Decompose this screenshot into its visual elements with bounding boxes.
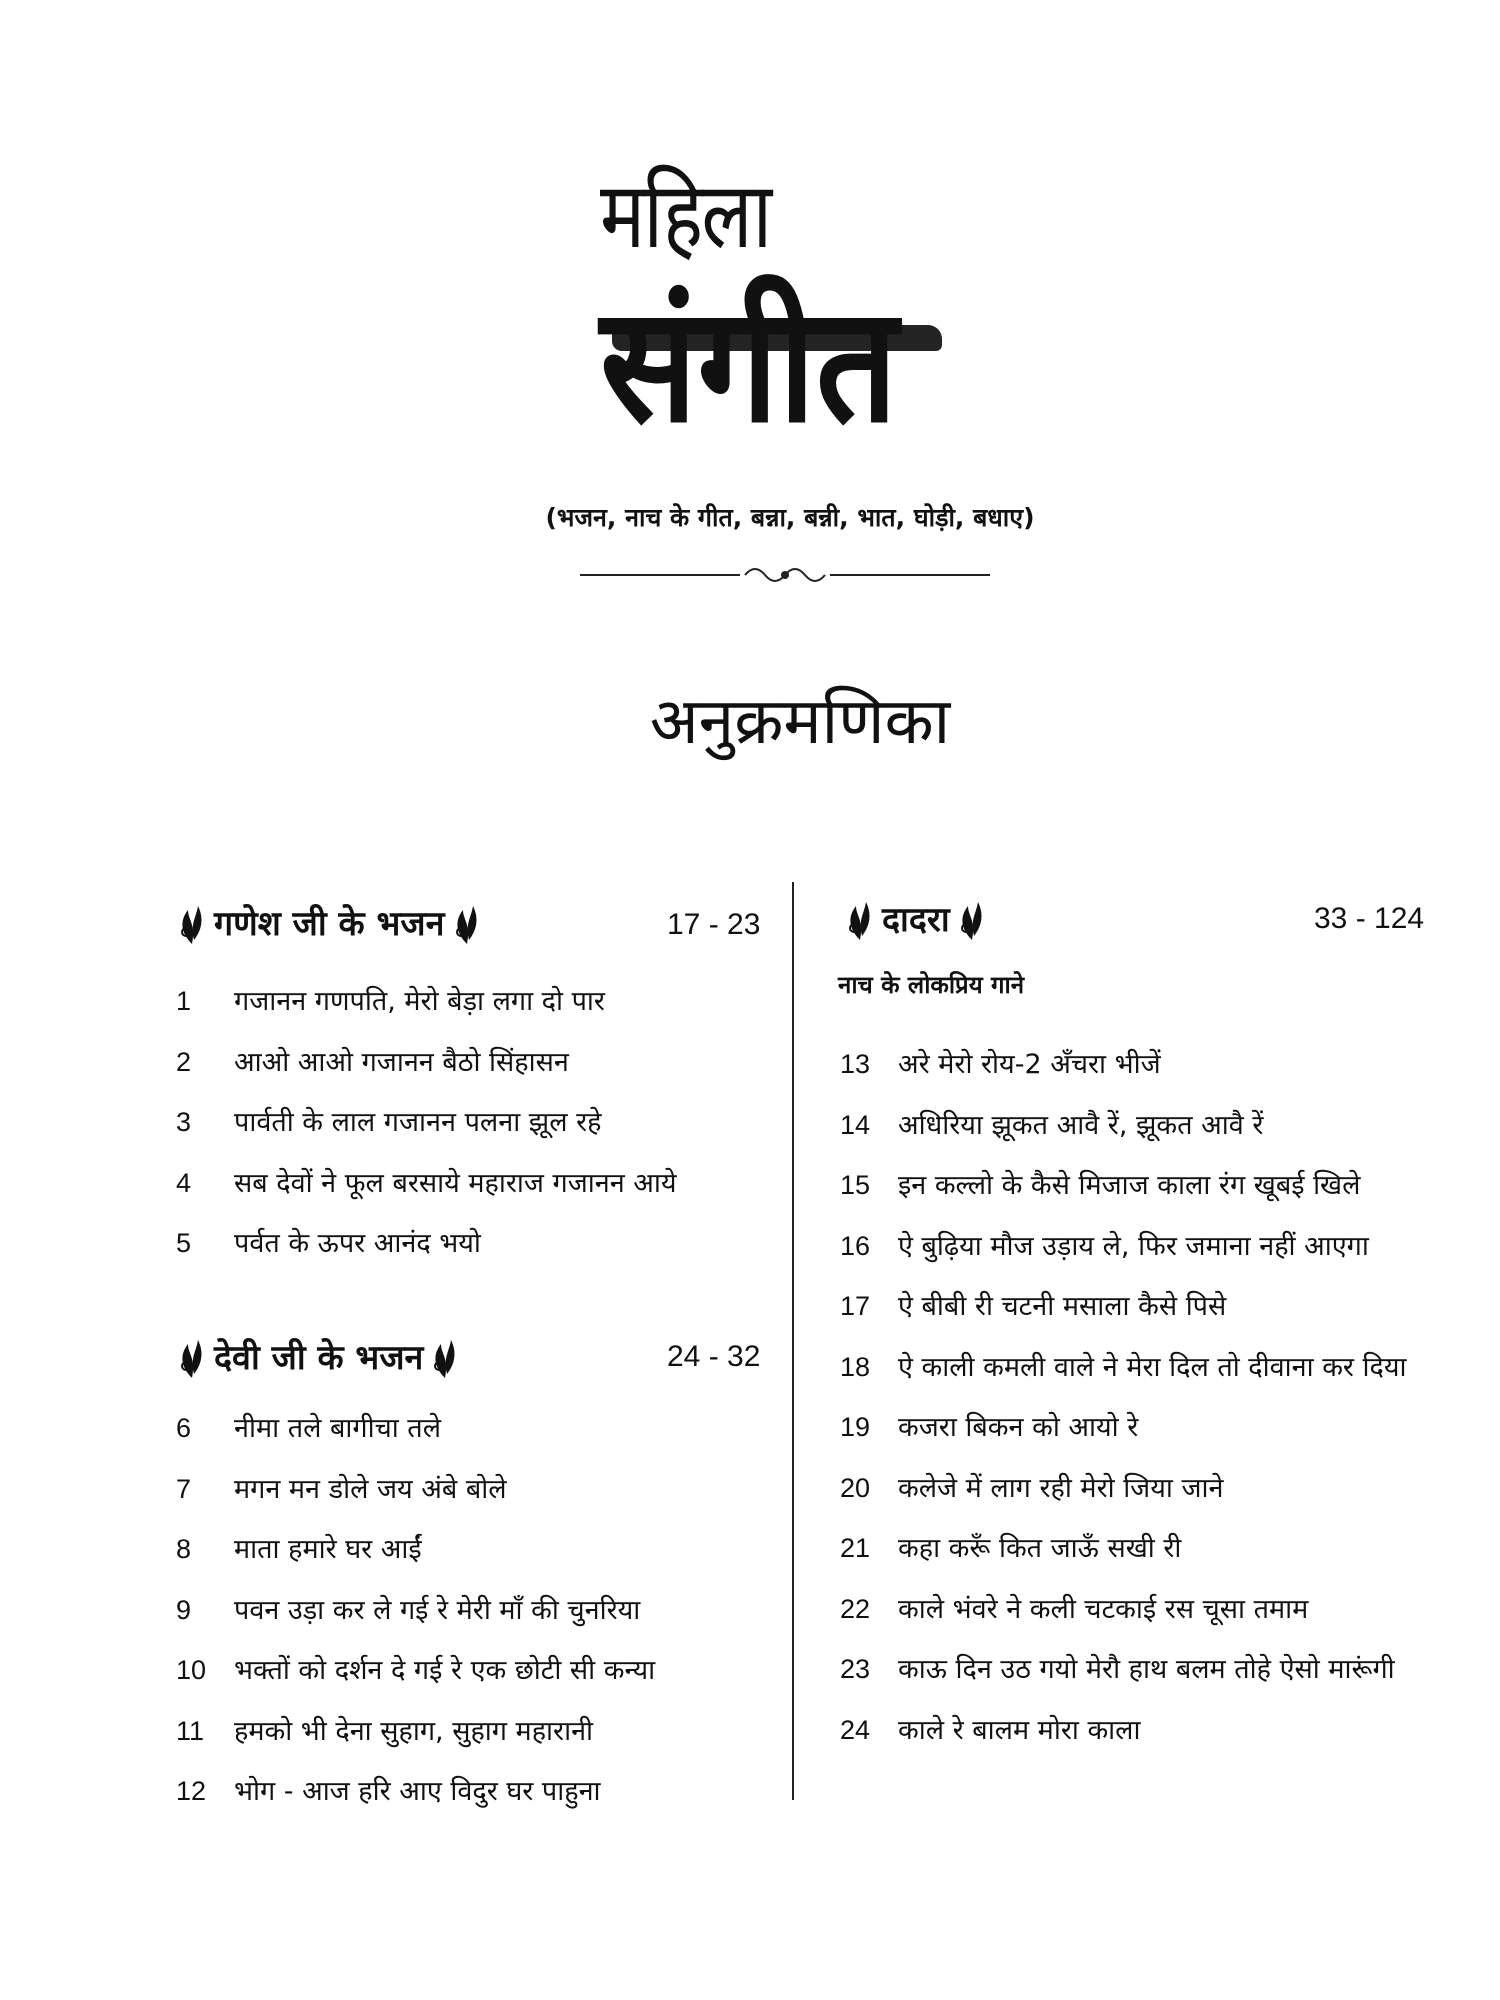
entry-title: अरे मेरो रोय-2 अँचरा भीजें [898,1049,1161,1080]
entry-number: 24 [840,1714,871,1745]
toc-entry [840,1109,1263,1142]
entry-title: कहा करूँ कित जाऊँ सखी री [898,1533,1182,1564]
entry-number: 23 [840,1654,871,1684]
page-range: 17 - 23 [667,908,761,941]
toc-entry [840,1290,1226,1323]
section-heading-devi [170,1336,467,1380]
leaf-ornament-icon [176,902,208,946]
page-range: 33 - 124 [1314,902,1425,935]
toc-entry [840,1653,1395,1686]
entry-title: नीमा तले बागीचा तले [234,1413,441,1444]
entry-title: ऐ काली कमली वाले ने मेरा दिल तो दीवाना कर दिया [898,1351,1407,1383]
entry-title: काले रे बालम मोरा काला [898,1714,1141,1746]
entry-number: 16 [840,1230,871,1261]
section-tagline: नाच के लोकप्रिय गाने [838,971,1025,999]
entry-number: 17 [840,1291,871,1321]
section-heading-dadra [838,898,994,942]
entry-title: हमको भी देना सुहाग, सुहाग महारानी [234,1715,594,1747]
entry-title: मगन मन डोले जय अंबे बोले [234,1473,507,1505]
leaf-ornament-icon [176,1336,208,1380]
toc-entry [176,1227,481,1260]
toc-entry [176,1594,640,1627]
entry-title: अधिरिया झूकत आवै रें, झूकत आवै रें [898,1109,1264,1141]
leaf-ornament-icon [451,902,483,946]
entry-number: 6 [176,1413,192,1443]
toc-entry [840,1169,1360,1202]
toc-entry [840,1048,1161,1081]
entry-title: काऊ दिन उठ गयो मेरौ हाथ बलम तोहे ऐसो मारूंगी [898,1654,1395,1685]
entry-title: भोग - आज हरि आए विदुर घर पाहुना [234,1776,601,1807]
leaf-ornament-icon [429,1336,461,1380]
entry-number: 11 [176,1715,205,1746]
toc-title: अनुक्रमणिका [649,685,951,759]
entry-title: पर्वत के ऊपर आनंद भयो [234,1228,481,1259]
entry-number: 18 [840,1351,871,1382]
toc-entry [840,1351,1407,1384]
toc-entry [840,1472,1223,1505]
toc-entry [176,1046,569,1079]
entry-title: माता हमारे घर आईं [234,1534,422,1565]
entry-number: 7 [176,1473,192,1504]
entry-number: 10 [176,1655,207,1685]
entry-number: 14 [840,1109,871,1140]
ornamental-divider [580,560,990,590]
entry-title: पवन उड़ा कर ले गई रे मेरी माँ की चुनरिया [234,1594,641,1626]
entry-number: 12 [176,1776,207,1806]
toc-entry [840,1411,1138,1444]
entry-title: काले भंवरे ने कली चटकाई रस चूसा तमाम [898,1593,1309,1625]
entry-title: गजानन गणपति, मेरो बेड़ा लगा दो पार [234,986,605,1017]
leaf-ornament-icon [956,898,988,942]
entry-number: 4 [176,1167,192,1198]
toc-entry [176,1412,441,1445]
entry-title: पार्वती के लाल गजानन पलना झूल रहे [234,1107,602,1138]
column-divider [792,882,794,1800]
entry-number: 22 [840,1593,871,1624]
toc-entry [840,1230,1369,1263]
entry-number: 13 [840,1049,871,1079]
entry-title: ऐ बीबी री चटनी मसाला कैसे पिसे [898,1291,1227,1322]
entry-number: 21 [840,1533,871,1563]
entry-title: कजरा बिकन को आयो रे [898,1412,1139,1443]
entry-number: 15 [840,1170,871,1200]
entry-title: कलेजे में लाग रही मेरो जिया जाने [898,1472,1224,1504]
title-line-1: महिला [600,162,771,269]
toc-entry [176,1775,601,1808]
toc-entry [176,1715,593,1748]
page-range: 24 - 32 [667,1340,761,1373]
toc-entry [840,1593,1308,1626]
toc-entry [176,1167,677,1200]
entry-title: भक्तों को दर्शन दे गई रे एक छोटी सी कन्या [234,1655,656,1686]
section-title: गणेश जी के भजन [214,904,445,944]
toc-entry [176,1106,601,1139]
entry-number: 20 [840,1472,871,1503]
entry-title: सब देवों ने फूल बरसाये महाराज गजानन आये [234,1167,677,1199]
toc-entry [176,985,605,1018]
toc-entry [840,1714,1140,1747]
entry-number: 8 [176,1534,192,1564]
toc-entry [840,1532,1181,1565]
entry-title: ऐ बुढ़िया मौज उड़ाय ले, फिर जमाना नहीं आएगा [898,1230,1369,1262]
section-title: दादरा [882,900,950,940]
leaf-ornament-icon [844,898,876,942]
entry-number: 2 [176,1046,192,1077]
entry-number: 19 [840,1412,871,1442]
entry-number: 1 [176,986,192,1016]
toc-entry [176,1533,422,1566]
section-heading-ganesh [170,902,489,946]
title-line-2: संगीत [600,271,898,458]
subtitle: (भजन, नाच के गीत, बन्ना, बन्नी, भात, घोड़ी, बधाए) [545,503,1035,532]
toc-entry [176,1473,507,1506]
entry-title: इन कल्लो के कैसे मिजाज काला रंग खूबई खिले [898,1170,1361,1201]
toc-entry [176,1654,655,1687]
entry-number: 5 [176,1228,192,1258]
entry-number: 3 [176,1107,192,1137]
entry-number: 9 [176,1594,192,1625]
section-title: देवी जी के भजन [214,1338,424,1378]
entry-title: आओ आओ गजानन बैठो सिंहासन [234,1046,569,1078]
